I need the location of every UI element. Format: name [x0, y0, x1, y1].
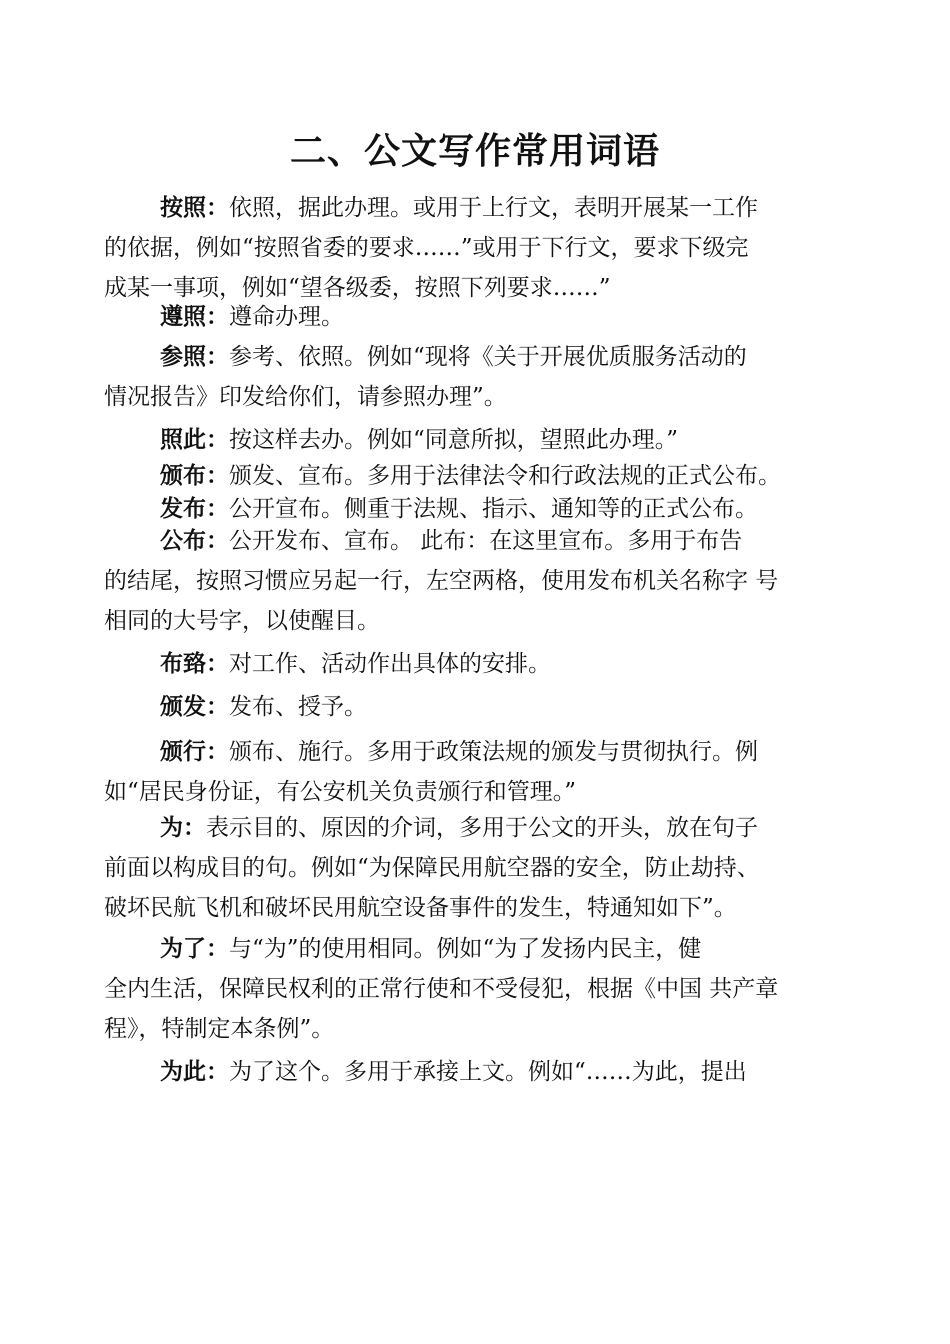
- entry-text: 成某一事项，例如“望各级委，按照下列要求……”: [104, 275, 611, 301]
- entry-text: 为了这个。多用于承接上文。例如“……为此，提出: [229, 1059, 747, 1085]
- entry-term: 发布：: [160, 496, 229, 522]
- entry-text: 发布、授予。: [229, 694, 367, 720]
- entry-text: 与“为”的使用相同。例如“为了发扬内民主，健: [229, 936, 702, 962]
- entry-text: 程》，特制定本条例”。: [104, 1016, 335, 1042]
- entry-anzhao: [104, 188, 844, 308]
- entry-text: 遵命办理。: [229, 304, 344, 330]
- entry-text: 按这样去办。例如“同意所拟，望照此办理。”: [229, 427, 679, 453]
- entry-canzhao: [104, 337, 844, 417]
- entry-text: 相同的大号字，以使醒目。: [104, 608, 380, 634]
- entry-term: 参照：: [160, 344, 229, 370]
- document-title: 二、公文写作常用词语: [289, 131, 660, 172]
- entry-text: 公开发布、宣布。 此布：在这里宣布。多用于布告: [229, 528, 743, 554]
- entry-weici: [104, 1052, 844, 1092]
- entry-term: 颁发：: [160, 694, 229, 720]
- entry-term: 遵照：: [160, 304, 229, 330]
- entry-text: 前面以构成目的句。例如“为保障民用航空器的安全，防止劫持、: [104, 855, 760, 881]
- entry-term: 为：: [160, 815, 206, 841]
- entry-term: 为了：: [160, 936, 229, 962]
- entry-text: 全内生活，保障民权利的正常行使和不受侵犯，根据《中国 共产章: [104, 976, 779, 1002]
- entry-term: 颁布：: [160, 463, 229, 489]
- entry-banxing: [104, 732, 844, 812]
- entry-text: 如“居民身份证，有公安机关负责颁行和管理。”: [104, 779, 577, 805]
- entry-banfa: [104, 687, 844, 727]
- entry-text: 颁发、宣布。多用于法律法令和行政法规的正式公布。: [229, 463, 781, 489]
- entry-gongbu: [104, 521, 844, 641]
- entry-text: 对工作、活动作出具体的安排。: [229, 651, 551, 677]
- entry-term: 按照：: [160, 195, 229, 221]
- entry-wei: [104, 808, 844, 928]
- entry-text: 表示目的、原因的介词，多用于公文的开头，放在句子: [206, 815, 758, 841]
- entry-text: 的依据，例如“按照省委的要求……”或用于下行文，要求下级完: [104, 235, 749, 261]
- entry-term: 公布：: [160, 528, 229, 554]
- entry-zunzhao: [104, 297, 844, 337]
- entry-text: 的结尾，按照习惯应另起一行，左空两格，使用发布机关名称字 号: [104, 568, 779, 594]
- entry-text: 情况报告》印发给你们，请参照办理”。: [104, 384, 507, 410]
- entry-zhaoci: [104, 420, 844, 460]
- entry-text: 破坏民航飞机和破坏民用航空设备事件的发生，特通知如下”。: [104, 895, 737, 921]
- entry-text: 依照，据此办理。或用于上行文，表明开展某一工作: [229, 195, 758, 221]
- entry-text: 参考、依照。例如“现将《关于开展优质服务活动的: [229, 344, 747, 370]
- entry-weile: [104, 929, 844, 1049]
- entry-term: 为此：: [160, 1059, 229, 1085]
- entry-text: 颁布、施行。多用于政策法规的颁发与贯彻执行。例: [229, 739, 758, 765]
- entry-text: 公开宣布。侧重于法规、指示、通知等的正式公布。: [229, 496, 758, 522]
- entry-term: 照此：: [160, 427, 229, 453]
- entry-buzhi: [104, 644, 844, 684]
- entry-term: 颁行：: [160, 739, 229, 765]
- entry-term: 布臵：: [160, 651, 229, 677]
